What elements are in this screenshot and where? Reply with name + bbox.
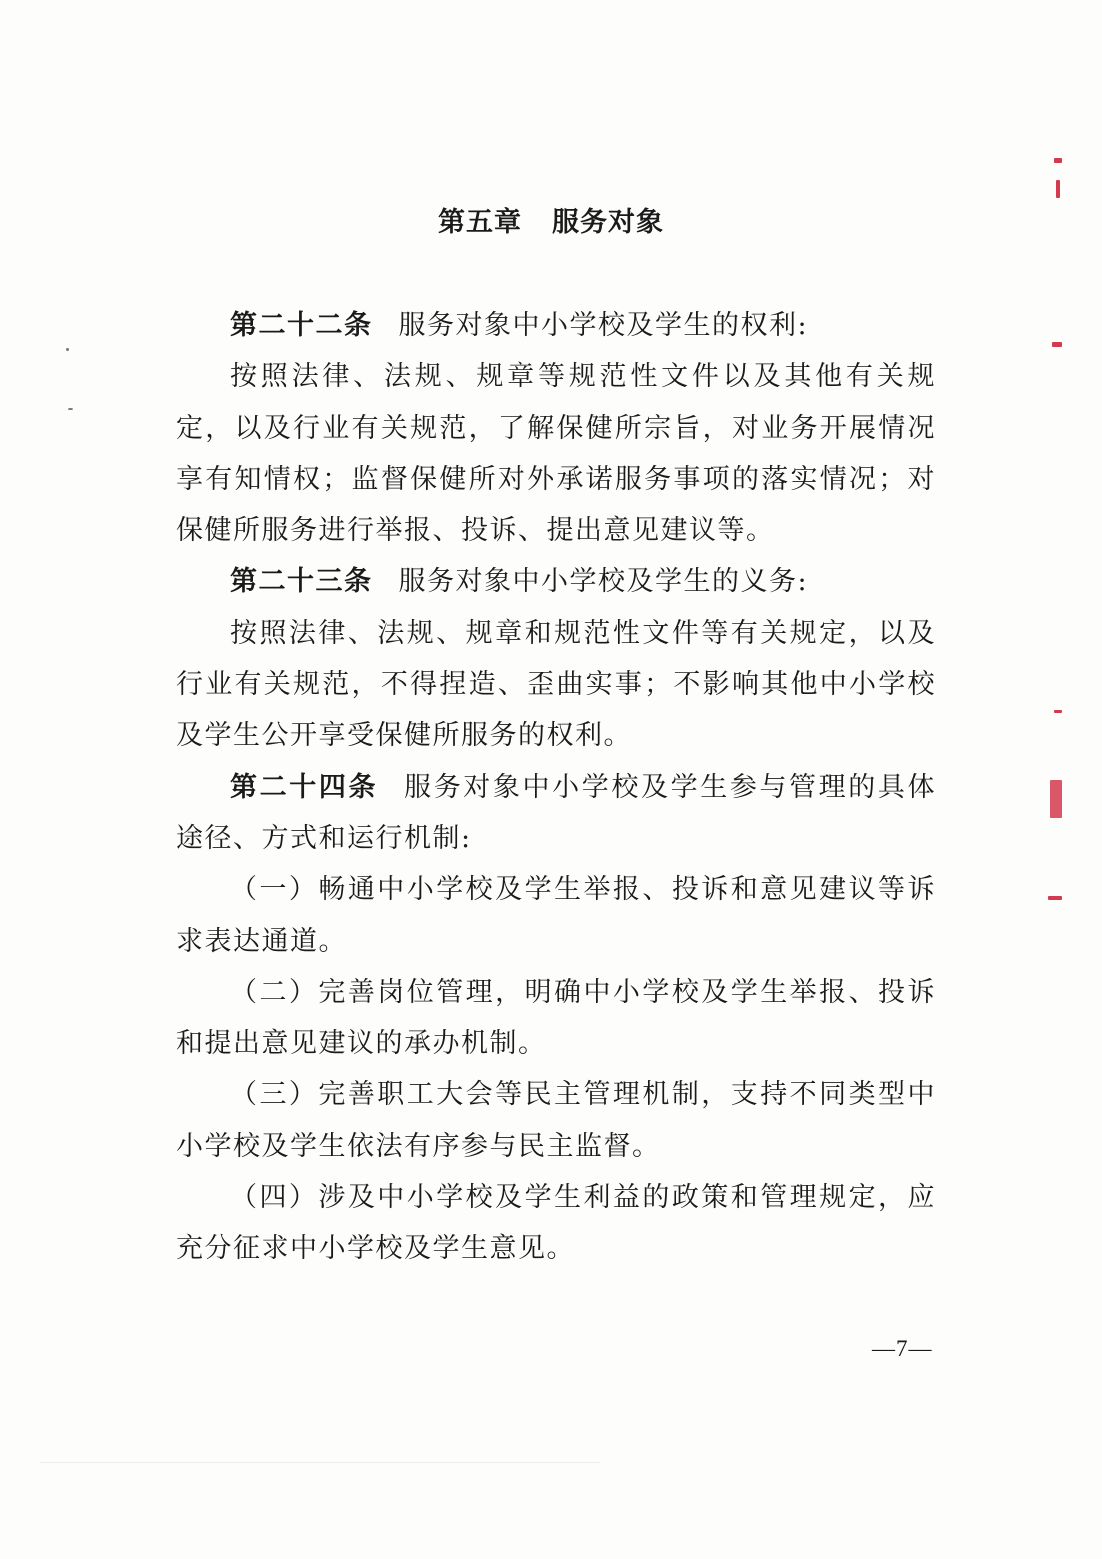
stamp-fragment xyxy=(1054,158,1062,163)
article-24-item-4: （四）涉及中小学校及学生利益的政策和管理规定，应充分征求中小学校及学生意见。 xyxy=(176,1182,936,1265)
article-23-heading xyxy=(176,556,936,607)
article-heading-text: 服务对象中小学校及学生参与管理的具体途径、方式和运行机制: xyxy=(176,771,937,854)
scan-edge-line xyxy=(40,1462,600,1463)
article-22-heading xyxy=(176,300,936,351)
article-number: 第二十四条 xyxy=(230,771,379,803)
document-body xyxy=(176,300,936,1275)
stamp-fragment xyxy=(1054,710,1062,713)
stamp-fragment xyxy=(1048,896,1062,900)
article-23-paragraph: 按照法律、法规、规章和规范性文件等有关规定，以及行业有关规范，不得捏造、歪曲实事；不影响其他中小学校及学生公开享受保健所服务的权利。 xyxy=(176,617,936,752)
scan-speck xyxy=(68,408,73,410)
chapter-name: 服务对象 xyxy=(552,207,664,238)
chapter-number: 第五章 xyxy=(438,207,522,238)
article-24-item-3: （三）完善职工大会等民主管理机制，支持不同类型中小学校及学生依法有序参与民主监督。 xyxy=(176,1079,936,1162)
article-number: 第二十三条 xyxy=(230,566,373,598)
article-24-heading xyxy=(176,762,936,865)
stamp-fragment xyxy=(1052,342,1062,347)
stamp-fragment xyxy=(1050,780,1062,818)
article-24-item-1: （一）畅通中小学校及学生举报、投诉和意见建议等诉求表达通道。 xyxy=(176,874,936,957)
article-heading-text: 服务对象中小学校及学生的义务: xyxy=(398,566,809,598)
article-24-item-2: （二）完善岗位管理，明确中小学校及学生举报、投诉和提出意见建议的承办机制。 xyxy=(176,976,936,1060)
stamp-fragment xyxy=(1056,180,1060,198)
page-number: —7— xyxy=(872,1336,933,1361)
article-heading-text: 服务对象中小学校及学生的权利: xyxy=(398,310,809,341)
article-22-paragraph: 按照法律、法规、规章等规范性文件以及其他有关规定，以及行业有关规范，了解保健所宗旨，对业务开展情况享有知情权；监督保健所对外承诺服务事项的落实情况；对保健所服务进行举报、投诉、提出意见建议等。 xyxy=(176,361,936,547)
article-number: 第二十二条 xyxy=(230,310,373,341)
scan-speck xyxy=(66,348,69,351)
chapter-title xyxy=(0,200,1102,239)
